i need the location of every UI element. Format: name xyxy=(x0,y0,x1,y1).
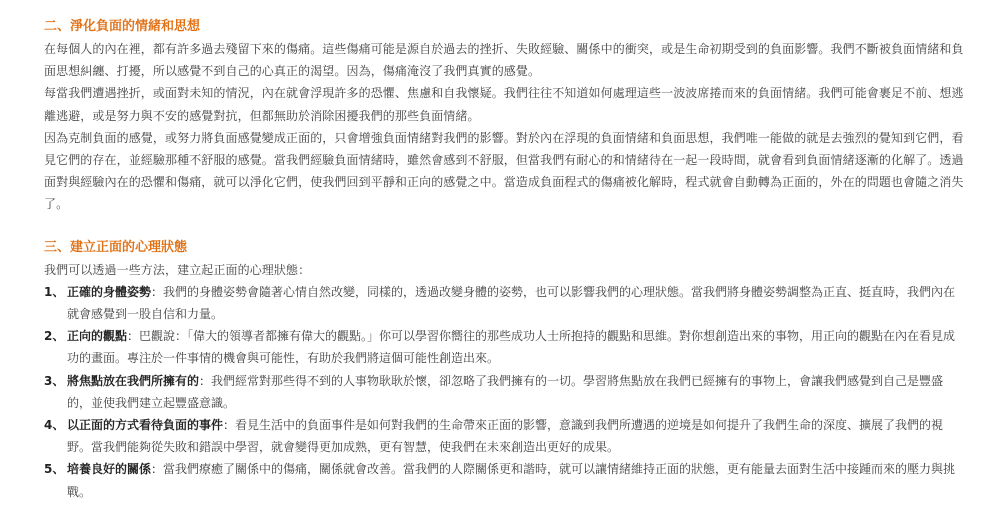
list-item xyxy=(44,281,964,325)
item-number: 1、 xyxy=(44,284,65,299)
section-heading-positive-state: 三、建立正面的心理狀態 xyxy=(44,239,188,255)
list-item xyxy=(44,414,964,458)
item-term: 將焦點放在我們所擁有的 xyxy=(67,373,200,388)
item-term: 培養良好的關係 xyxy=(67,462,152,477)
paragraph: 因為克制負面的感覺，或努力將負面感覺變成正面的，只會增強負面情緒對我們的影響。對於內在浮現的負面情緒和負面思想，我們唯一能做的就是去強烈的覺知到它們，看見它們的存在，並經驗那種不舒服的感覺。當我們經驗負面情緒時，雖然會感到不舒服，但當我們有耐心的和情緒待在一起一段時間，就會看到負面情緒逐漸的化解了。透過面對與經驗內在的恐懼和傷痛，就可以淨化它們，使我們回到平靜和正向的感覺之中。當造成負面程式的傷痛被化解時，程式就會自動轉為正面的，外在的問題也會隨之消失了。 xyxy=(44,130,964,212)
item-text: 看見生活中的負面事件是如何對我們的生命帶來正面的影響，意識到我們所遭遇的逆境是如何提升了我們生命的深度、擴展了我們的視野。當我們能夠從失敗和錯誤中學習，就會變得更加成熟，更有智慧，使我們在未來創造出更好的成果。 xyxy=(67,418,944,455)
item-text: 我們經常對那些得不到的人事物耿耿於懷，卻忽略了我們擁有的一切。學習將焦點放在我們已經擁有的事物上，會讓我們感覺到自己是豐盛的，並使我們建立起豐盛意識。 xyxy=(67,373,944,410)
list-item xyxy=(44,458,964,502)
item-number: 5、 xyxy=(44,462,65,477)
item-colon: ： xyxy=(151,462,164,477)
method-list xyxy=(44,281,964,503)
item-term: 正向的觀點 xyxy=(67,329,128,344)
item-colon: ： xyxy=(223,418,236,433)
item-term: 以正面的方式看待負面的事件 xyxy=(67,418,224,433)
item-text: 巴觀說：「偉大的領導者都擁有偉大的觀點。」你可以學習你嚮往的那些成功人士所抱持的觀點和思維。對你想創造出來的事物，用正向的觀點在內在看見成功的畫面。專注於一件事情的機會與可能性，有助於我們將這個可能性創造出來。 xyxy=(67,329,956,366)
paragraph: 在每個人的內在裡，都有許多過去殘留下來的傷痛。這些傷痛可能是源自於過去的挫折、失敗經驗、關係中的衝突，或是生命初期受到的負面影響。我們不斷被負面情緒和負面思想糾纏、打擾，所以感覺不到自己的心真正的渴望。因為，傷痛淹沒了我們真實的感覺。 xyxy=(44,42,964,79)
list-item xyxy=(44,325,964,369)
section-heading-purify: 二、淨化負面的情緒和思想 xyxy=(44,19,201,34)
item-colon: ： xyxy=(151,284,164,299)
section-intro: 我們可以透過一些方法，建立起正面的心理狀態： xyxy=(44,262,311,277)
item-colon: ： xyxy=(199,373,212,388)
item-number: 4、 xyxy=(44,418,65,433)
item-number: 2、 xyxy=(44,329,65,344)
item-colon: ： xyxy=(127,329,140,344)
item-number: 3、 xyxy=(44,373,65,388)
paragraph: 每當我們遭遇挫折，或面對未知的情況，內在就會浮現許多的恐懼、焦慮和自我懷疑。我們往往不知道如何處理這些一波波席捲而來的負面情緒。我們可能會裹足不前、想逃離逃避，或是努力與不安的感覺對抗，但都無助於消除困擾我們的那些負面情緒。 xyxy=(44,86,964,123)
item-text: 我們的身體姿勢會隨著心情自然改變，同樣的，透過改變身體的姿勢，也可以影響我們的心理狀態。當我們將身體姿勢調整為正直、挺直時，我們內在就會感覺到一股自信和力量。 xyxy=(67,284,956,322)
list-item xyxy=(44,370,964,414)
item-text: 當我們療癒了關係中的傷痛，關係就會改善。當我們的人際關係更和諧時，就可以讓情緒維持正面的狀態，更有能量去面對生活中接踵而來的壓力與挑戰。 xyxy=(67,462,956,499)
item-term: 正確的身體姿勢 xyxy=(67,284,152,299)
